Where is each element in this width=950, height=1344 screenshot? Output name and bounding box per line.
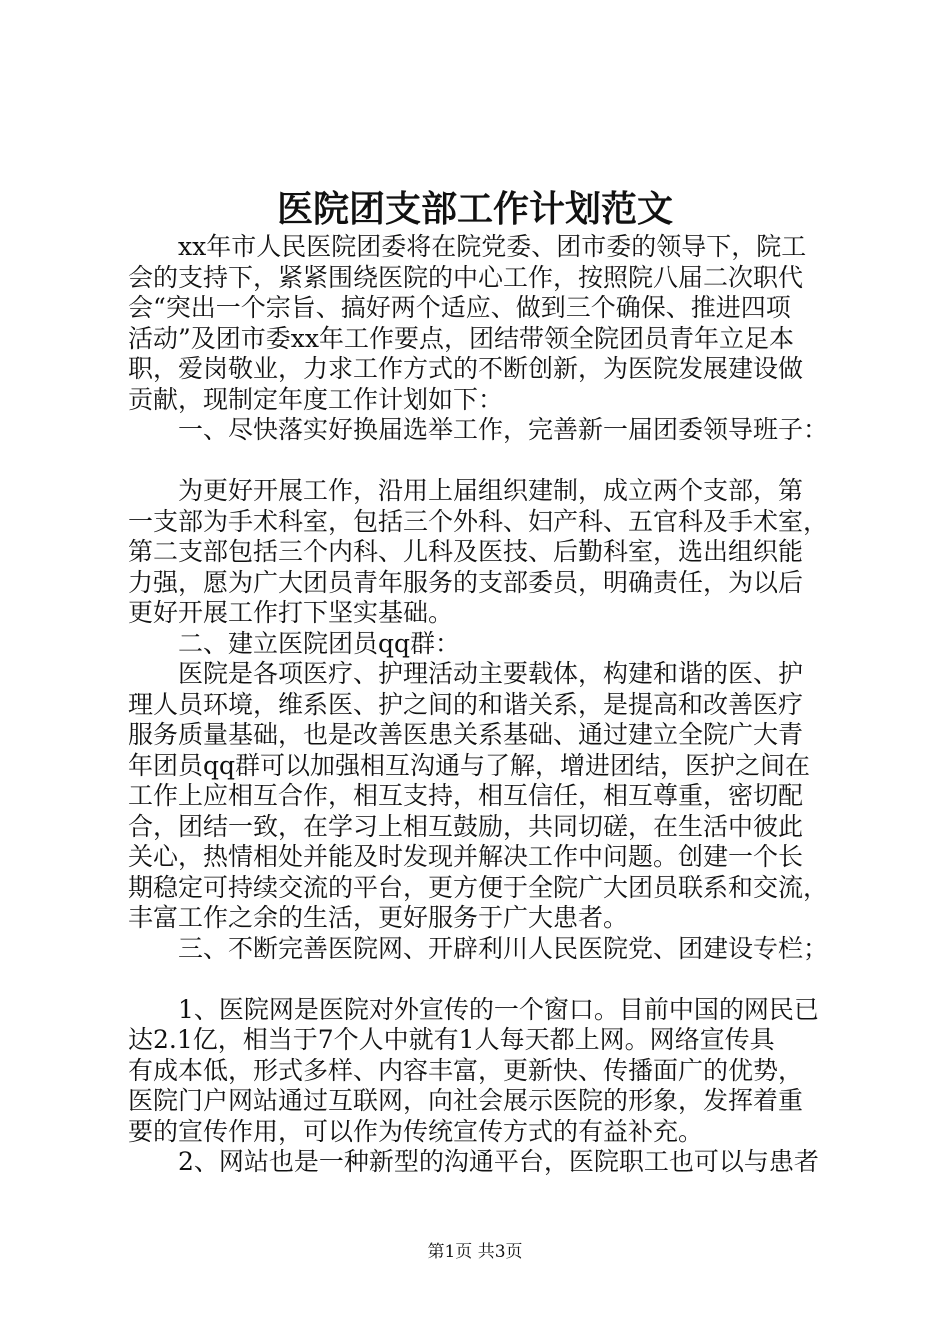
body-line: 活动”及团市委xx年工作要点，团结带领全院团员青年立足本: [128, 323, 794, 353]
body-line: 医院门户网站通过互联网，向社会展示医院的形象，发挥着重: [128, 1086, 804, 1115]
body-line: 职，爱岗敬业，力求工作方式的不断创新，为医院发展建设做: [128, 354, 804, 383]
body-line: 有成本低，形式多样、内容丰富，更新快、传播面广的优势，: [128, 1055, 804, 1085]
blank-line: [128, 964, 838, 995]
document-title: 医院团支部工作计划范文: [276, 188, 673, 230]
body-line: 1、医院网是医院对外宣传的一个窗口。目前中国的网民已: [128, 994, 819, 1024]
body-line: 期稳定可持续交流的平台，更方便于全院广大团员联系和交流，: [128, 872, 829, 902]
body-line: 会的支持下，紧紧围绕医院的中心工作，按照院八届二次职代: [128, 262, 804, 292]
body-line: 为更好开展工作，沿用上届组织建制，成立两个支部，第: [128, 476, 804, 505]
body-line: 工作上应相互合作，相互支持，相互信任，相互尊重，密切配: [128, 781, 804, 810]
body-line: 更好开展工作打下坚实基础。: [128, 598, 454, 627]
body-line: 服务质量基础，也是改善医患关系基础、通过建立全院广大青: [128, 720, 804, 749]
body-line: 合，团结一致，在学习上相互鼓励，共同切磋，在生活中彼此: [128, 811, 804, 841]
body-line: 关心，热情相处并能及时发现并解决工作中问题。创建一个长: [128, 842, 804, 871]
body-line: 医院是各项医疗、护理活动主要载体，构建和谐的医、护: [128, 659, 804, 688]
body-line: 要的宣传作用，可以作为传统宣传方式的有益补充。: [128, 1116, 704, 1146]
body-line: 2、网站也是一种新型的沟通平台，医院职工也可以与患者: [128, 1147, 819, 1176]
blank-line: [128, 446, 838, 477]
body-line: 丰富工作之余的生活，更好服务于广大患者。: [128, 903, 629, 932]
body-line: xx年市人民医院团委将在院党委、团市委的领导下，院工: [128, 232, 807, 261]
body-line: 二、建立医院团员qq群：: [128, 628, 461, 658]
body-line: 一、尽快落实好换届选举工作，完善新一届团委领导班子：: [128, 415, 829, 444]
body-line: 三、不断完善医院网、开辟利川人民医院党、团建设专栏；: [128, 933, 829, 963]
body-line: 年团员qq群可以加强相互沟通与了解，增进团结，医护之间在: [128, 750, 811, 780]
body-line: 力强，愿为广大团员青年服务的支部委员，明确责任，为以后: [128, 567, 804, 597]
document-body: [128, 232, 838, 1178]
body-line: 会“突出一个宗旨、搞好两个适应、做到三个确保、推进四项: [128, 293, 791, 322]
body-line: 理人员环境，维系医、护之间的和谐关系，是提高和改善医疗: [128, 689, 804, 719]
body-line: 贡献，现制定年度工作计划如下：: [128, 384, 504, 414]
body-line: 一支部为手术科室，包括三个外科、妇产科、五官科及手术室，: [128, 506, 829, 536]
body-line: 第二支部包括三个内科、儿科及医技、后勤科室，选出组织能: [128, 537, 804, 566]
page-footer: 第1页 共3页: [427, 1242, 523, 1262]
body-line: 达2.1亿，相当于7个人中就有1人每天都上网。网络宣传具: [128, 1025, 775, 1054]
